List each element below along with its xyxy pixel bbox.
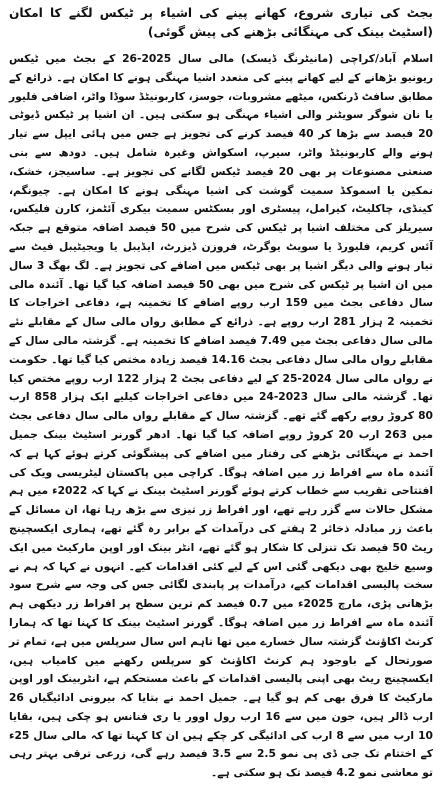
article-body: اسلام آباد/کراچی (مانیٹرنگ ڈیسک) مالی سال 2025-26 کے بجٹ میں ٹیکس ریونیو بڑھانے کے لیے کھانے پینے کی متعدد اشیا مہنگی ہونے کا امکان ہے۔ ذرائع کے مطابق سافٹ ڈرنکس، میٹھے مشروبات، جوسز، کاربونیٹڈ سوڈا واٹر، اضافی فلیور یا نان شوگر سویٹنر والی اشیاء مہنگی ہو سکتی ہیں۔ ان اشیا پر ٹیکس ڈیوٹی 20 فیصد سے بڑھا کر 40 فیصد کرنے کی تجویز ہے جس میں ہائی ایپل سے تیار ہونے والے کاربونیٹڈ واٹر، سیرپ، اسکواش وغیرہ شامل ہیں۔ دودھ سے بنی صنعتی مصنوعات پر بھی 20 فیصد ٹیکس لگانے کی تجویز ہے۔ ساسیجز، خشک، نمکین یا اسموکڈ سمیت گوشت کی اشیا مہنگی ہونے کا امکان ہے۔ چیونگم، کینڈی، چاکلیٹ، کیرامل، پیسٹری اور بسکٹس سمیت بیکری آئٹمز، کارن فلیکس، سیریلز کی مختلف اشیا پر ٹیکس کی شرح میں 50 فیصد اضافہ متوقع ہے جبکہ آئس کریم، فلیورڈ یا سویٹ یوگرٹ، فروزن ڈیزرٹ، ایڈیبل یا ویجیٹیبل فیٹ سے تیار ہونے والی دیگر اشیا پر بھی ٹیکس میں اضافے کی تجویز ہے۔ لگ بھگ 3 سال میں ان اشیا پر ٹیکس کی شرح میں بھی 50 فیصد اضافہ کیا گیا تھا۔ آئندہ مالی سال دفاعی بجٹ میں 159 ارب روپے اضافے کا تخمینہ ہے، دفاعی اخراجات کا تخمینہ 2 ہزار 281 ارب روپے ہے۔ ذرائع کے مطابق رواں مالی سال کے مقابلے نئے مالی سال دفاعی بجٹ میں 7.49 فیصد اضافے کا تخمینہ ہے۔ گزشتہ مالی سال کے مقابلے رواں مالی سال دفاعی بجٹ 14.16 فیصد زیادہ مختص کیا گیا تھا۔ حکومت نے رواں مالی سال 2024-25 کے لیے دفاعی بجٹ 2 ہزار 122 ارب روپے مختص کیا تھا۔ گزشتہ مالی سال 2023-24 میں دفاعی اخراجات کیلیے ایک ہزار 858 ارب 80 کروڑ روپے رکھے گئے تھے۔ گزشتہ سال کے مقابلے رواں مالی سال دفاعی بجٹ میں 263 ارب 20 کروڑ روپے اضافہ کیا گیا تھا۔ ادھر گورنر اسٹیٹ بینک جمیل احمد نے مہنگائی بڑھنے کی رفتار میں اضافے کی پیشگوئی کرتے ہوئے کہا ہے کہ آئندہ ماہ سے افراط زر میں اضافہ ہوگا۔ کراچی میں پاکستان لیٹریسی ویک کی افتتاحی تقریب سے خطاب کرتے ہوئے گورنر اسٹیٹ بینک نے کہا کہ 2022ء میں ہم مشکل حالات سے گزر رہے تھے، اور افراط زر تیزی سے بڑھ رہا تھا، ان مسائل کے باعث زر مبادلہ ذخائر 2 ہفتے کی درآمدات کے برابر رہ گئے تھے، ہماری ایکسچینج ریٹ 50 فیصد تک تنزلی کا شکار ہو گئے تھے، انٹر بینک اور اوپن مارکیٹ میں ایک وسیع خلیج بھی دیکھی گئی اس کے لیے کئی اقدامات کیے۔ انہوں نے کہا کہ ہم نے سخت پالیسی اقدامات کیے، درآمدات پر پابندی لگائی جس کی وجہ سے شرح سود بڑھانی پڑی، مارچ 2025ء میں 0.7 فیصد کم ترین سطح پر افراط زر دیکھی ہم آئندہ ماہ سے افراط زر میں اضافہ ہوگا۔ گورنر اسٹیٹ بینک کا کہنا تھا کہ ہمارا کرنٹ اکاؤنٹ گزشتہ سال خسارے میں تھا تاہم اس سال سرپلس میں ہے، تمام تر صورتحال کے باوجود ہم کرنٹ اکاؤنٹ کو سرپلس رکھنے میں کامیاب ہیں، ایکسچینج ریٹ بھی اپنی پالیسی اقدامات کے باعث مستحکم ہے، انٹربینک اور اوپن مارکیٹ کا فرق بھی کم ہو گیا ہے۔ جمیل احمد نے بتایا کہ بیرونی ادائیگیاں 26 ارب ڈالر ہیں، جون میں سے 16 ارب رول اوور یا ری فنانس ہو چکی ہیں، بقایا 10 ارب میں سے 8 ارب کی ادائیگی کر چکے ہیں ان کا کہنا تھا کہ مالی سال 25ء کے اختتام تک جی ڈی پی نمو 2.5 سے 3.5 فیصد رہے گی، زرعی ترقی بہتر رہی تو معاشی نمو 4.2 فیصد تک ہو سکتی ہے۔ [9, 52, 434, 780]
article-headline: بجٹ کی تیاری شروع، کھانے پینے کی اشیاء پر ٹیکس لگنے کا امکان (اسٹیٹ بینک کی مہنگائی بڑھنے کی پیش گوئی) [9, 6, 433, 39]
